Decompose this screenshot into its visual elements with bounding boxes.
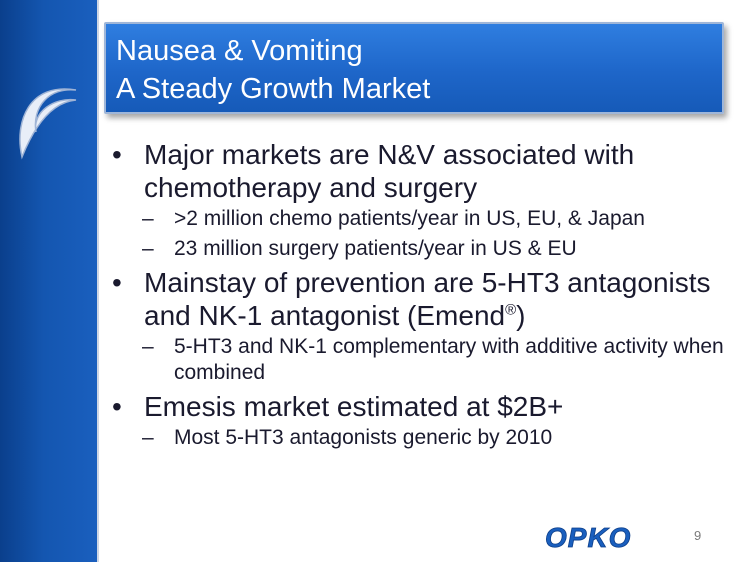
slide-title: Nausea & Vomiting: [116, 35, 363, 67]
registered-mark: ®: [505, 301, 517, 319]
dash-marker: –: [142, 426, 154, 449]
sub-bullet-3-1-text: Most 5-HT3 antagonists generic by 2010: [174, 426, 553, 449]
title-box: [104, 22, 724, 114]
sub-bullet-2-1-text: 5-HT3 and NK-1 complementary with additive activity when combined: [174, 335, 724, 384]
sub-bullet-1-2-text: 23 million surgery patients/year in US & EU: [174, 237, 577, 260]
bullet-2: [112, 266, 742, 332]
sub-bullet-1-1: [112, 206, 742, 232]
side-band: [0, 0, 99, 562]
swoosh-logo-icon: [14, 62, 84, 162]
dash-marker: –: [142, 237, 154, 260]
page-number: 9: [694, 528, 702, 543]
slide-subtitle: A Steady Growth Market: [116, 73, 431, 105]
slide-content: [112, 138, 742, 455]
bullet-1-text: Major markets are N&V associated with chemotherapy and surgery: [144, 139, 635, 203]
svg-text:OPKO: OPKO: [545, 522, 632, 552]
bullet-3-text: Emesis market estimated at $2B+: [144, 391, 564, 422]
bullet-marker: •: [112, 139, 122, 170]
bullet-2-text: Mainstay of prevention are 5-HT3 antagonists and NK-1 antagonist (Emend: [144, 267, 711, 331]
sub-bullet-1-2: [112, 236, 742, 262]
dash-marker: –: [142, 207, 154, 230]
opko-logo: [543, 522, 673, 552]
sub-bullet-2-1: [112, 334, 742, 386]
sub-bullet-1-1-text: >2 million chemo patients/year in US, EU, & Japan: [174, 207, 645, 230]
sub-bullet-3-1: [112, 425, 742, 451]
bullet-marker: •: [112, 391, 122, 422]
bullet-marker: •: [112, 267, 122, 298]
bullet-3: [112, 390, 742, 423]
bullet-2-text-end: ): [516, 300, 526, 331]
bullet-1: [112, 138, 742, 204]
dash-marker: –: [142, 335, 154, 358]
